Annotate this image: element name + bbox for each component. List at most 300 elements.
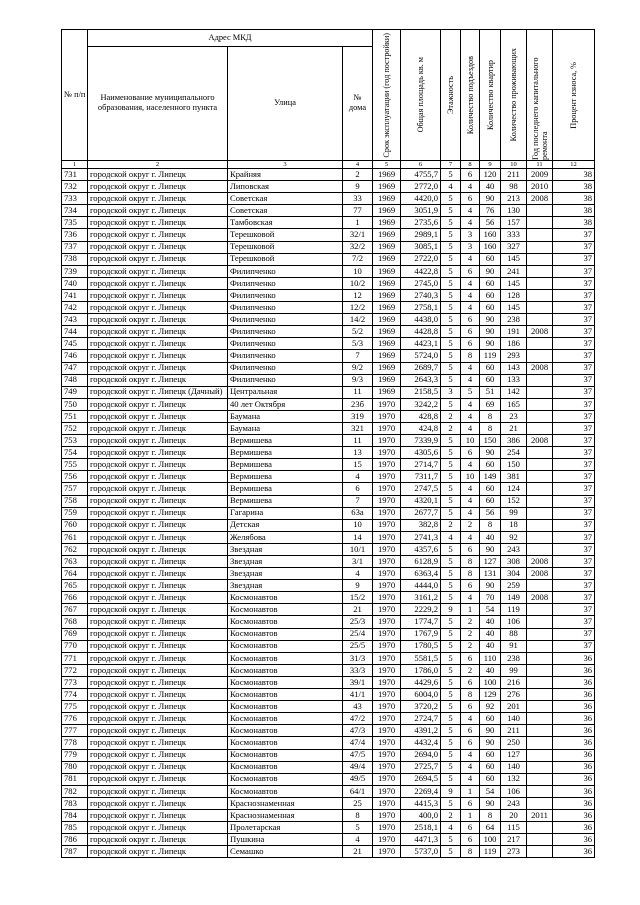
cell-wear: 37 bbox=[553, 422, 595, 434]
cell-repair-year bbox=[527, 447, 553, 459]
cell-house: 21 bbox=[343, 846, 373, 858]
cell-area: 5581,5 bbox=[401, 652, 441, 664]
cell-street: Космонавтов bbox=[228, 737, 343, 749]
cell-floors: 5 bbox=[441, 592, 461, 604]
cell-entrances: 6 bbox=[461, 169, 480, 181]
cell-apartments: 40 bbox=[480, 640, 501, 652]
cell-floors: 5 bbox=[441, 302, 461, 314]
cell-wear: 36 bbox=[553, 664, 595, 676]
cell-municipality: городской округ г. Липецк bbox=[88, 846, 228, 858]
cell-entrances: 2 bbox=[461, 640, 480, 652]
cell-entrances: 8 bbox=[461, 689, 480, 701]
cell-apartments: 8 bbox=[480, 519, 501, 531]
cell-wear: 37 bbox=[553, 253, 595, 265]
cell-num: 774 bbox=[62, 689, 88, 701]
cell-municipality: городской округ г. Липецк bbox=[88, 326, 228, 338]
col-header-residents: Количество проживающих bbox=[501, 30, 527, 161]
table-row bbox=[62, 580, 595, 592]
cell-area: 1774,7 bbox=[401, 616, 441, 628]
cell-wear: 36 bbox=[553, 725, 595, 737]
cell-wear: 37 bbox=[553, 265, 595, 277]
cell-year: 1969 bbox=[373, 386, 401, 398]
cell-floors: 5 bbox=[441, 834, 461, 846]
cell-floors: 2 bbox=[441, 410, 461, 422]
cell-num: 785 bbox=[62, 822, 88, 834]
cell-wear: 36 bbox=[553, 676, 595, 688]
cell-house: 7/2 bbox=[343, 253, 373, 265]
cell-street: Филипченко bbox=[228, 338, 343, 350]
cell-floors: 5 bbox=[441, 676, 461, 688]
cell-wear: 36 bbox=[553, 797, 595, 809]
cell-entrances: 10 bbox=[461, 471, 480, 483]
cell-entrances: 4 bbox=[461, 277, 480, 289]
cell-floors: 5 bbox=[441, 229, 461, 241]
cell-repair-year bbox=[527, 338, 553, 350]
cell-apartments: 92 bbox=[480, 701, 501, 713]
cell-area: 4420,0 bbox=[401, 193, 441, 205]
cell-residents: 238 bbox=[501, 314, 527, 326]
cell-entrances: 6 bbox=[461, 822, 480, 834]
cell-wear: 37 bbox=[553, 386, 595, 398]
cell-year: 1970 bbox=[373, 676, 401, 688]
cell-street: Филипченко bbox=[228, 362, 343, 374]
cell-floors: 5 bbox=[441, 459, 461, 471]
cell-wear: 36 bbox=[553, 834, 595, 846]
cell-wear: 37 bbox=[553, 326, 595, 338]
cell-area: 428,8 bbox=[401, 410, 441, 422]
cell-floors: 5 bbox=[441, 350, 461, 362]
cell-entrances: 6 bbox=[461, 314, 480, 326]
cell-year: 1970 bbox=[373, 664, 401, 676]
cell-year: 1970 bbox=[373, 822, 401, 834]
cell-street: Филипченко bbox=[228, 265, 343, 277]
cell-floors: 5 bbox=[441, 326, 461, 338]
cell-entrances: 6 bbox=[461, 797, 480, 809]
cell-residents: 21 bbox=[501, 422, 527, 434]
cell-wear: 37 bbox=[553, 229, 595, 241]
cell-municipality: городской округ г. Липецк bbox=[88, 652, 228, 664]
cell-wear: 37 bbox=[553, 374, 595, 386]
cell-house: 5/2 bbox=[343, 326, 373, 338]
cell-house: 64/1 bbox=[343, 785, 373, 797]
table-row bbox=[62, 169, 595, 181]
cell-num: 755 bbox=[62, 459, 88, 471]
column-index: 3 bbox=[228, 161, 343, 169]
cell-repair-year bbox=[527, 725, 553, 737]
cell-house: 47/2 bbox=[343, 713, 373, 725]
cell-num: 763 bbox=[62, 556, 88, 568]
cell-municipality: городской округ г. Липецк bbox=[88, 519, 228, 531]
cell-floors: 2 bbox=[441, 809, 461, 821]
cell-year: 1970 bbox=[373, 592, 401, 604]
cell-apartments: 60 bbox=[480, 773, 501, 785]
table-row bbox=[62, 713, 595, 725]
cell-wear: 37 bbox=[553, 495, 595, 507]
cell-residents: 333 bbox=[501, 229, 527, 241]
cell-year: 1969 bbox=[373, 338, 401, 350]
table-row bbox=[62, 568, 595, 580]
cell-year: 1969 bbox=[373, 374, 401, 386]
cell-wear: 37 bbox=[553, 459, 595, 471]
cell-house: 10/2 bbox=[343, 277, 373, 289]
cell-apartments: 119 bbox=[480, 350, 501, 362]
cell-apartments: 90 bbox=[480, 338, 501, 350]
table-row bbox=[62, 773, 595, 785]
cell-num: 777 bbox=[62, 725, 88, 737]
cell-year: 1970 bbox=[373, 773, 401, 785]
cell-street: Гагарина bbox=[228, 507, 343, 519]
cell-floors: 5 bbox=[441, 797, 461, 809]
cell-street: Космонавтов bbox=[228, 689, 343, 701]
cell-street: Детская bbox=[228, 519, 343, 531]
cell-street: Космонавтов bbox=[228, 652, 343, 664]
cell-house: 4 bbox=[343, 471, 373, 483]
cell-municipality: городской округ г. Липецк bbox=[88, 761, 228, 773]
cell-entrances: 6 bbox=[461, 834, 480, 846]
cell-municipality: городской округ г. Липецк bbox=[88, 689, 228, 701]
column-index: 12 bbox=[553, 161, 595, 169]
cell-municipality: городской округ г. Липецк bbox=[88, 302, 228, 314]
cell-street: Филипченко bbox=[228, 350, 343, 362]
cell-wear: 37 bbox=[553, 362, 595, 374]
cell-house: 47/3 bbox=[343, 725, 373, 737]
cell-repair-year bbox=[527, 749, 553, 761]
cell-street: Космонавтов bbox=[228, 713, 343, 725]
cell-entrances: 6 bbox=[461, 447, 480, 459]
cell-municipality: городской округ г. Липецк bbox=[88, 543, 228, 555]
cell-apartments: 60 bbox=[480, 749, 501, 761]
cell-repair-year bbox=[527, 229, 553, 241]
cell-wear: 36 bbox=[553, 761, 595, 773]
cell-year: 1970 bbox=[373, 616, 401, 628]
cell-street: 40 лет Октября bbox=[228, 398, 343, 410]
cell-wear: 37 bbox=[553, 435, 595, 447]
cell-apartments: 129 bbox=[480, 689, 501, 701]
cell-year: 1969 bbox=[373, 350, 401, 362]
cell-repair-year: 2008 bbox=[527, 556, 553, 568]
cell-floors: 5 bbox=[441, 289, 461, 301]
cell-area: 4432,4 bbox=[401, 737, 441, 749]
table-row bbox=[62, 531, 595, 543]
cell-wear: 37 bbox=[553, 543, 595, 555]
cell-area: 2989,1 bbox=[401, 229, 441, 241]
column-index: 7 bbox=[441, 161, 461, 169]
table-row bbox=[62, 689, 595, 701]
cell-residents: 150 bbox=[501, 459, 527, 471]
cell-street: Краснознаменная bbox=[228, 809, 343, 821]
cell-municipality: городской округ г. Липецк bbox=[88, 725, 228, 737]
cell-house: 32/1 bbox=[343, 229, 373, 241]
cell-entrances: 8 bbox=[461, 350, 480, 362]
cell-floors: 5 bbox=[441, 713, 461, 725]
cell-municipality: городской округ г. Липецк bbox=[88, 181, 228, 193]
cell-num: 773 bbox=[62, 676, 88, 688]
table-row bbox=[62, 628, 595, 640]
cell-street: Советская bbox=[228, 205, 343, 217]
cell-num: 733 bbox=[62, 193, 88, 205]
cell-street: Космонавтов bbox=[228, 749, 343, 761]
cell-floors: 5 bbox=[441, 761, 461, 773]
cell-year: 1970 bbox=[373, 689, 401, 701]
cell-area: 1767,9 bbox=[401, 628, 441, 640]
cell-area: 2643,3 bbox=[401, 374, 441, 386]
cell-apartments: 60 bbox=[480, 362, 501, 374]
cell-residents: 20 bbox=[501, 809, 527, 821]
table-row bbox=[62, 326, 595, 338]
cell-apartments: 90 bbox=[480, 326, 501, 338]
cell-house: 11 bbox=[343, 386, 373, 398]
column-index: 11 bbox=[527, 161, 553, 169]
cell-residents: 241 bbox=[501, 265, 527, 277]
cell-street: Космонавтов bbox=[228, 640, 343, 652]
cell-apartments: 40 bbox=[480, 628, 501, 640]
cell-residents: 276 bbox=[501, 689, 527, 701]
table-row bbox=[62, 652, 595, 664]
cell-residents: 211 bbox=[501, 169, 527, 181]
cell-municipality: городской округ г. Липецк bbox=[88, 374, 228, 386]
cell-entrances: 4 bbox=[461, 761, 480, 773]
cell-floors: 5 bbox=[441, 640, 461, 652]
cell-repair-year bbox=[527, 265, 553, 277]
cell-house: 4 bbox=[343, 568, 373, 580]
cell-entrances: 3 bbox=[461, 229, 480, 241]
cell-municipality: городской округ г. Липецк bbox=[88, 507, 228, 519]
column-index: 6 bbox=[401, 161, 441, 169]
table-row bbox=[62, 701, 595, 713]
cell-floors: 5 bbox=[441, 193, 461, 205]
cell-wear: 37 bbox=[553, 592, 595, 604]
cell-num: 782 bbox=[62, 785, 88, 797]
cell-num: 751 bbox=[62, 410, 88, 422]
cell-residents: 88 bbox=[501, 628, 527, 640]
cell-floors: 4 bbox=[441, 822, 461, 834]
cell-apartments: 8 bbox=[480, 422, 501, 434]
column-index: 1 bbox=[62, 161, 88, 169]
cell-wear: 37 bbox=[553, 531, 595, 543]
cell-municipality: городской округ г. Липецк bbox=[88, 749, 228, 761]
col-header-num: № п/п bbox=[62, 30, 88, 161]
cell-num: 783 bbox=[62, 797, 88, 809]
cell-year: 1970 bbox=[373, 846, 401, 858]
cell-floors: 9 bbox=[441, 785, 461, 797]
cell-wear: 36 bbox=[553, 737, 595, 749]
cell-house: 9/2 bbox=[343, 362, 373, 374]
cell-repair-year bbox=[527, 797, 553, 809]
cell-wear: 36 bbox=[553, 785, 595, 797]
table-row bbox=[62, 640, 595, 652]
cell-entrances: 8 bbox=[461, 556, 480, 568]
cell-year: 1970 bbox=[373, 713, 401, 725]
column-index: 8 bbox=[461, 161, 480, 169]
cell-repair-year bbox=[527, 846, 553, 858]
cell-num: 764 bbox=[62, 568, 88, 580]
cell-num: 749 bbox=[62, 386, 88, 398]
cell-street: Космонавтов bbox=[228, 592, 343, 604]
cell-area: 4428,8 bbox=[401, 326, 441, 338]
cell-floors: 3 bbox=[441, 386, 461, 398]
cell-floors: 5 bbox=[441, 338, 461, 350]
cell-apartments: 56 bbox=[480, 217, 501, 229]
cell-municipality: городской округ г. Липецк bbox=[88, 253, 228, 265]
cell-street: Пролетарская bbox=[228, 822, 343, 834]
table-row bbox=[62, 229, 595, 241]
col-header-entrances: Количество подъездов bbox=[461, 30, 480, 161]
cell-apartments: 76 bbox=[480, 205, 501, 217]
cell-municipality: городской округ г. Липецк bbox=[88, 193, 228, 205]
cell-num: 748 bbox=[62, 374, 88, 386]
cell-repair-year bbox=[527, 761, 553, 773]
cell-wear: 37 bbox=[553, 507, 595, 519]
cell-repair-year bbox=[527, 616, 553, 628]
cell-house: 9/3 bbox=[343, 374, 373, 386]
cell-street: Желябова bbox=[228, 531, 343, 543]
cell-year: 1970 bbox=[373, 519, 401, 531]
cell-municipality: городской округ г. Липецк bbox=[88, 471, 228, 483]
cell-year: 1969 bbox=[373, 205, 401, 217]
cell-municipality: городской округ г. Липецк bbox=[88, 410, 228, 422]
cell-area: 6004,0 bbox=[401, 689, 441, 701]
cell-street: Космонавтов bbox=[228, 604, 343, 616]
cell-residents: 145 bbox=[501, 253, 527, 265]
cell-wear: 37 bbox=[553, 604, 595, 616]
cell-apartments: 60 bbox=[480, 713, 501, 725]
cell-house: 2 bbox=[343, 169, 373, 181]
cell-floors: 5 bbox=[441, 241, 461, 253]
table-row bbox=[62, 193, 595, 205]
cell-residents: 149 bbox=[501, 592, 527, 604]
cell-house: 31/3 bbox=[343, 652, 373, 664]
col-header-address-group: Адрес МКД bbox=[88, 30, 373, 47]
cell-area: 7339,9 bbox=[401, 435, 441, 447]
cell-num: 732 bbox=[62, 181, 88, 193]
cell-area: 4471,3 bbox=[401, 834, 441, 846]
cell-residents: 91 bbox=[501, 640, 527, 652]
cell-floors: 5 bbox=[441, 495, 461, 507]
cell-num: 779 bbox=[62, 749, 88, 761]
cell-municipality: городской округ г. Липецк bbox=[88, 592, 228, 604]
cell-municipality: городской округ г. Липецк bbox=[88, 483, 228, 495]
cell-house: 1 bbox=[343, 217, 373, 229]
cell-area: 4429,6 bbox=[401, 676, 441, 688]
cell-house: 41/1 bbox=[343, 689, 373, 701]
table-row bbox=[62, 386, 595, 398]
cell-num: 778 bbox=[62, 737, 88, 749]
cell-house: 10 bbox=[343, 265, 373, 277]
cell-wear: 38 bbox=[553, 205, 595, 217]
cell-year: 1969 bbox=[373, 314, 401, 326]
cell-house: 12 bbox=[343, 289, 373, 301]
cell-house: 6 bbox=[343, 483, 373, 495]
cell-apartments: 90 bbox=[480, 447, 501, 459]
cell-residents: 243 bbox=[501, 797, 527, 809]
cell-entrances: 6 bbox=[461, 543, 480, 555]
cell-num: 787 bbox=[62, 846, 88, 858]
cell-num: 740 bbox=[62, 277, 88, 289]
table-row bbox=[62, 834, 595, 846]
cell-municipality: городской округ г. Липецк bbox=[88, 350, 228, 362]
cell-num: 750 bbox=[62, 398, 88, 410]
cell-year: 1970 bbox=[373, 422, 401, 434]
cell-floors: 5 bbox=[441, 664, 461, 676]
cell-street: Филипченко bbox=[228, 314, 343, 326]
cell-street: Космонавтов bbox=[228, 616, 343, 628]
cell-entrances: 6 bbox=[461, 725, 480, 737]
cell-year: 1970 bbox=[373, 568, 401, 580]
cell-wear: 37 bbox=[553, 289, 595, 301]
cell-entrances: 4 bbox=[461, 217, 480, 229]
cell-street: Центральная bbox=[228, 386, 343, 398]
cell-house: 39/1 bbox=[343, 676, 373, 688]
cell-street: Семашко bbox=[228, 846, 343, 858]
table-row bbox=[62, 737, 595, 749]
cell-residents: 259 bbox=[501, 580, 527, 592]
cell-year: 1969 bbox=[373, 169, 401, 181]
cell-residents: 243 bbox=[501, 543, 527, 555]
cell-municipality: городской округ г. Липецк bbox=[88, 265, 228, 277]
cell-apartments: 110 bbox=[480, 652, 501, 664]
cell-residents: 157 bbox=[501, 217, 527, 229]
cell-residents: 293 bbox=[501, 350, 527, 362]
cell-house: 77 bbox=[343, 205, 373, 217]
cell-entrances: 4 bbox=[461, 592, 480, 604]
table-body bbox=[62, 169, 595, 858]
cell-repair-year bbox=[527, 422, 553, 434]
cell-municipality: городской округ г. Липецк bbox=[88, 314, 228, 326]
cell-house: 5 bbox=[343, 822, 373, 834]
cell-residents: 98 bbox=[501, 181, 527, 193]
cell-floors: 5 bbox=[441, 217, 461, 229]
cell-house: 47/4 bbox=[343, 737, 373, 749]
cell-street: Звездная bbox=[228, 543, 343, 555]
cell-num: 757 bbox=[62, 483, 88, 495]
cell-area: 2722,0 bbox=[401, 253, 441, 265]
cell-apartments: 64 bbox=[480, 822, 501, 834]
cell-area: 2725,7 bbox=[401, 761, 441, 773]
cell-street: Космонавтов bbox=[228, 761, 343, 773]
cell-street: Вермишева bbox=[228, 471, 343, 483]
cell-floors: 5 bbox=[441, 507, 461, 519]
cell-municipality: городской округ г. Липецк bbox=[88, 809, 228, 821]
cell-area: 3720,2 bbox=[401, 701, 441, 713]
cell-num: 772 bbox=[62, 664, 88, 676]
cell-area: 5737,0 bbox=[401, 846, 441, 858]
table-header bbox=[62, 30, 595, 169]
cell-house: 9 bbox=[343, 580, 373, 592]
cell-area: 3051,9 bbox=[401, 205, 441, 217]
cell-repair-year bbox=[527, 471, 553, 483]
cell-municipality: городской округ г. Липецк bbox=[88, 338, 228, 350]
cell-entrances: 4 bbox=[461, 253, 480, 265]
cell-num: 754 bbox=[62, 447, 88, 459]
table-row bbox=[62, 435, 595, 447]
cell-residents: 140 bbox=[501, 713, 527, 725]
cell-wear: 37 bbox=[553, 338, 595, 350]
cell-area: 2758,1 bbox=[401, 302, 441, 314]
cell-apartments: 40 bbox=[480, 531, 501, 543]
cell-num: 781 bbox=[62, 773, 88, 785]
cell-apartments: 56 bbox=[480, 507, 501, 519]
cell-street: Вермишева bbox=[228, 447, 343, 459]
table-row bbox=[62, 374, 595, 386]
cell-residents: 273 bbox=[501, 846, 527, 858]
cell-num: 738 bbox=[62, 253, 88, 265]
cell-num: 752 bbox=[62, 422, 88, 434]
cell-repair-year bbox=[527, 834, 553, 846]
col-header-wear: Процент износа, % bbox=[553, 30, 595, 161]
cell-floors: 5 bbox=[441, 556, 461, 568]
cell-municipality: городской округ г. Липецк bbox=[88, 640, 228, 652]
cell-repair-year bbox=[527, 205, 553, 217]
